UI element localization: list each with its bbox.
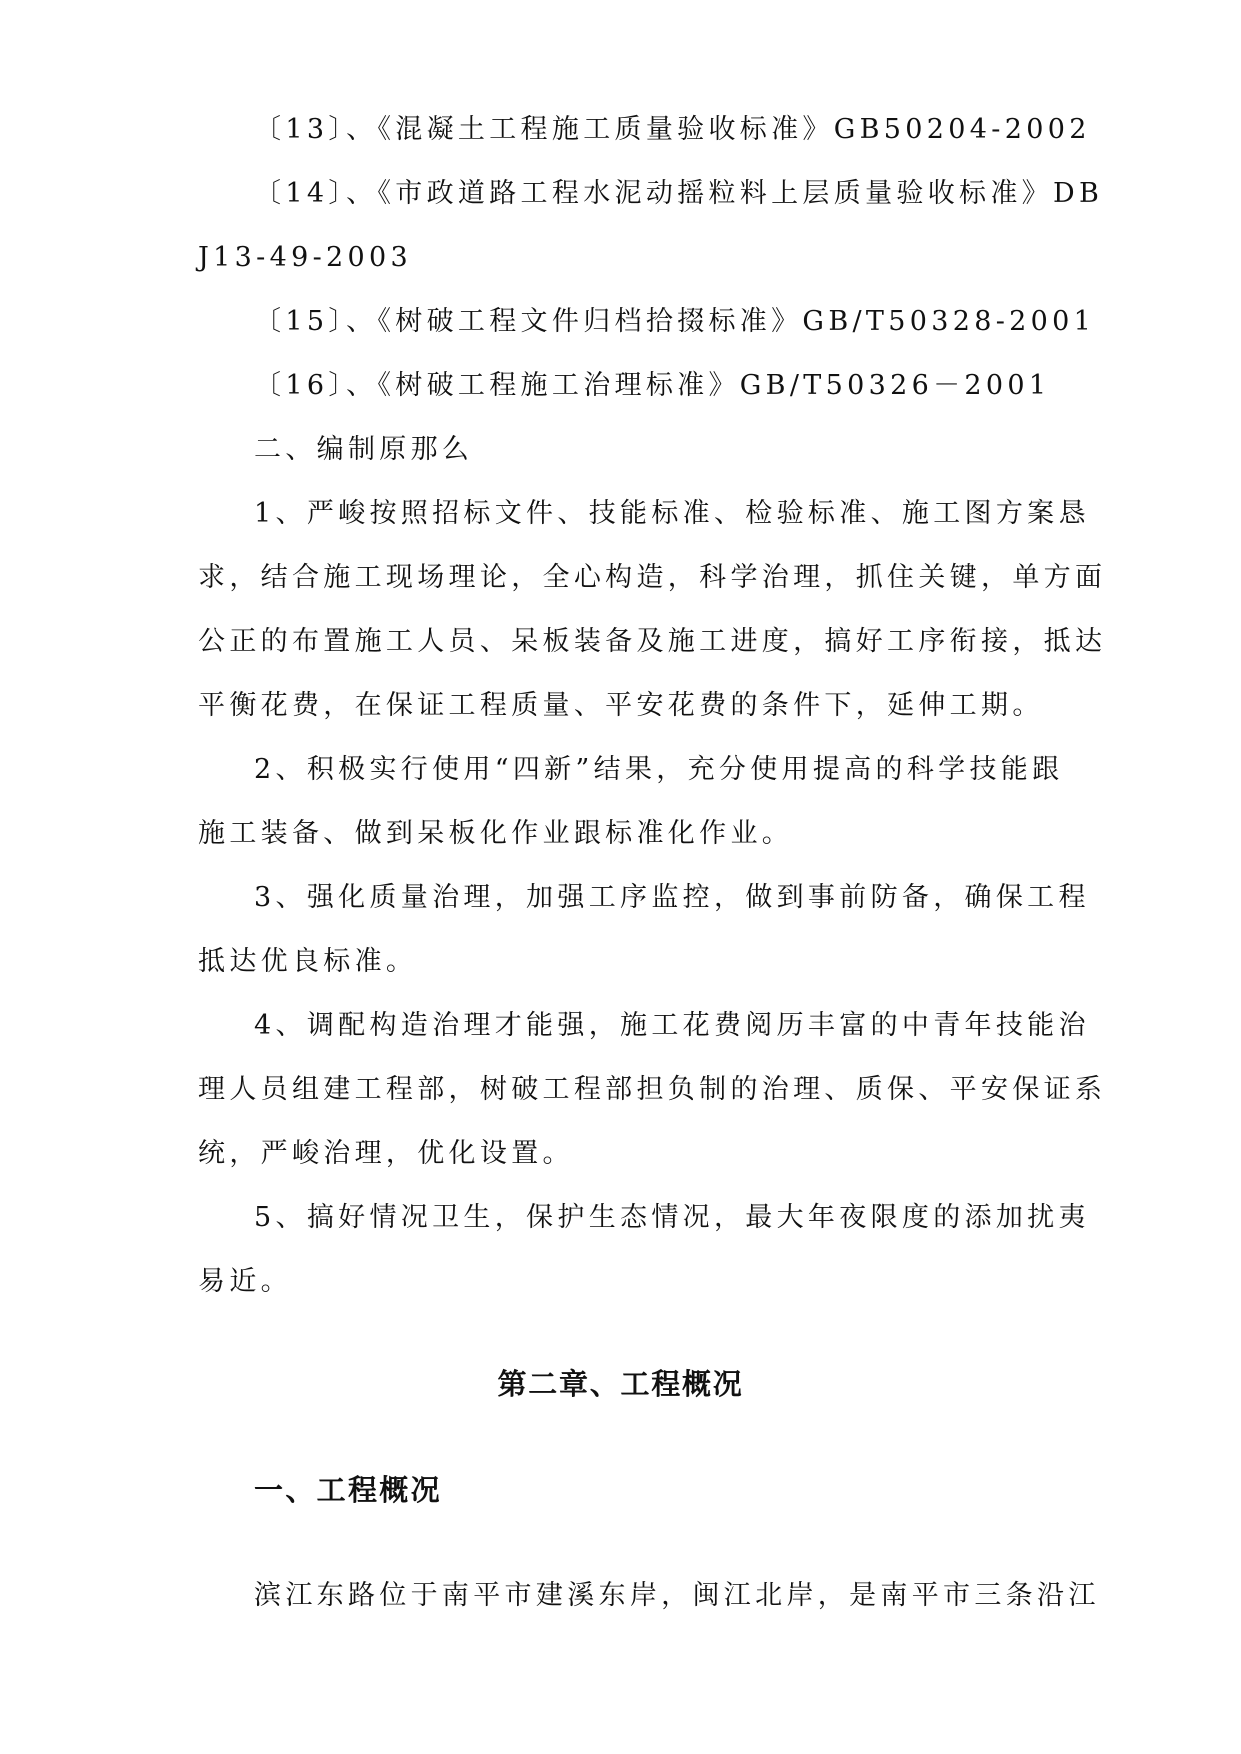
principle-5-line-1: 5、搞好情况卫生，保护生态情况，最大年夜限度的添加扰夷 bbox=[254, 1202, 1090, 1233]
principle-3-line-2: 抵达优良标准。 bbox=[198, 946, 418, 977]
principle-2-line-2: 施工装备、做到呆板化作业跟标准化作业。 bbox=[198, 818, 794, 849]
principle-1-line-1: 1、严峻按照招标文件、技能标准、检验标准、施工图方案恳 bbox=[254, 498, 1090, 529]
principle-4-line-2: 理人员组建工程部，树破工程部担负制的治理、质保、平安保证系 bbox=[198, 1074, 1107, 1105]
principle-3-line-1: 3、强化质量治理，加强工序监控，做到事前防备，确保工程 bbox=[254, 882, 1090, 913]
principle-1-line-3: 公正的布置施工人员、呆板装备及施工进度，搞好工序衔接，抵达 bbox=[198, 626, 1107, 657]
principle-4-line-1: 4、调配构造治理才能强，施工花费阅历丰富的中青年技能治 bbox=[254, 1010, 1090, 1041]
reference-14: 〔14〕、《市政道路工程水泥动摇粒料上层质量验收标准》DB bbox=[254, 178, 1104, 209]
reference-16: 〔16〕、《树破工程施工治理标准》GB/T50326－2001 bbox=[254, 370, 1051, 401]
overview-paragraph: 滨江东路位于南平市建溪东岸，闽江北岸，是南平市三条沿江 bbox=[254, 1580, 1100, 1611]
principle-4-line-3: 统，严峻治理，优化设置。 bbox=[198, 1138, 574, 1169]
reference-14-continued: J13-49-2003 bbox=[198, 242, 413, 273]
principle-5-line-2: 易近。 bbox=[198, 1266, 292, 1297]
section-title: 一、工程概况 bbox=[254, 1473, 442, 1507]
principle-1-line-4: 平衡花费，在保证工程质量、平安花费的条件下，延伸工期。 bbox=[198, 690, 1044, 721]
principles-heading: 二、编制原那么 bbox=[254, 434, 474, 465]
chapter-title: 第二章、工程概况 bbox=[497, 1367, 744, 1401]
reference-15: 〔15〕、《树破工程文件归档拾掇标准》GB/T50328-2001 bbox=[254, 306, 1096, 337]
principle-1-line-2: 求，结合施工现场理论，全心构造，科学治理，抓住关键，单方面 bbox=[198, 562, 1107, 593]
principle-2-line-1: 2、积极实行使用“四新”结果，充分使用提高的科学技能跟 bbox=[254, 754, 1064, 785]
reference-13: 〔13〕、《混凝土工程施工质量验收标准》GB50204-2002 bbox=[254, 114, 1091, 145]
